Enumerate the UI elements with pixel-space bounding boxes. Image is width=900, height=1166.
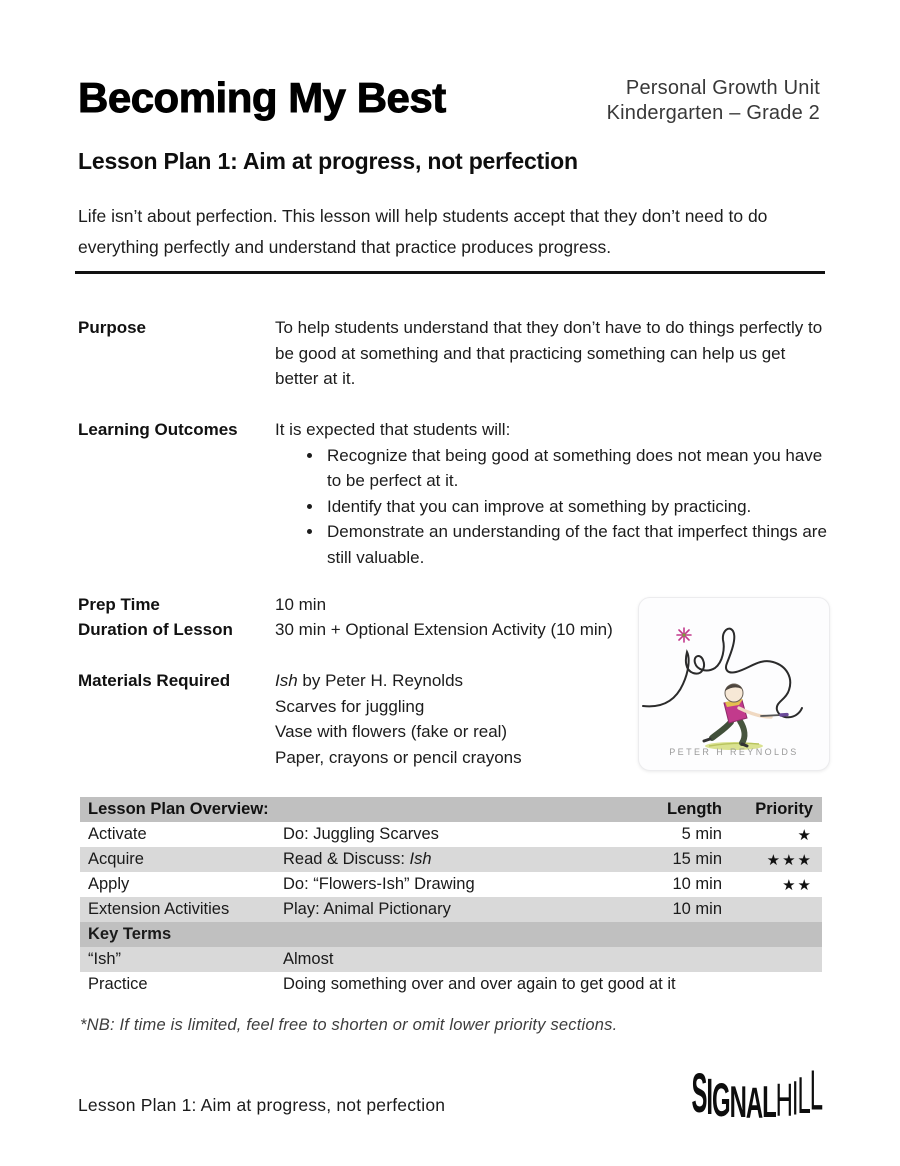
activity-cell: Play: Animal Pictionary: [283, 900, 451, 918]
purpose-label: Purpose: [78, 318, 147, 337]
outcome-item: • Identify that you can improve at something by practicing.: [324, 494, 838, 520]
logo-letter: L: [762, 1076, 776, 1127]
materials-item: Vase with flowers (fake or real): [275, 722, 508, 741]
unit-name: Personal Growth Unit: [625, 77, 820, 99]
phase-cell: Extension Activities: [88, 900, 230, 918]
key-terms-label: Key Terms: [88, 925, 172, 943]
activity-cell: [275, 850, 602, 869]
outcome-item: • Demonstrate an understanding of the fact that imperfect things are still valuable.: [324, 519, 838, 570]
book-author: PETER H REYNOLDS: [669, 747, 799, 757]
duration-label: Duration of Lesson: [78, 620, 233, 639]
outcomes-content: [275, 417, 838, 570]
table-header-priority: Priority: [755, 800, 813, 818]
phase-cell: Acquire: [88, 850, 144, 868]
lesson-intro: Life isn’t about perfection. This lesson will help students accept that they don’t need to do everything perfectly and understand that practice produces progress.: [78, 206, 768, 257]
key-term-row-ish: [80, 947, 822, 972]
prep-time-value: 10 min: [275, 595, 327, 614]
unit-info: [607, 76, 820, 126]
length-cell: 10 min: [672, 875, 722, 893]
ish-script-line: [643, 629, 802, 718]
activity-prefix: Read & Discuss:: [283, 850, 410, 868]
logo-letter: N: [729, 1076, 746, 1127]
definition-cell: Doing something over and over again to get good at it: [283, 975, 676, 993]
duration-value: 30 min + Optional Extension Activity (10 min): [275, 620, 613, 639]
outcomes-label: Learning Outcomes: [78, 420, 238, 439]
table-header-title: Lesson Plan Overview:: [88, 800, 269, 818]
priority-stars: ★★: [782, 875, 813, 894]
phase-cell: Apply: [88, 875, 130, 893]
materials-section: [78, 668, 638, 770]
activity-cell: Do: Juggling Scarves: [283, 825, 439, 843]
table-row-extension: [80, 897, 822, 922]
term-cell: Practice: [88, 975, 148, 993]
grade-range: Kindergarten – Grade 2: [606, 102, 820, 124]
document-title: Becoming My Best: [78, 74, 446, 121]
term-cell: “Ish”: [88, 950, 121, 968]
table-row-activate: [80, 822, 822, 847]
logo-letter: L: [797, 1065, 810, 1125]
phase-cell: Activate: [88, 825, 147, 843]
logo-letter: I: [791, 1070, 798, 1126]
priority-stars: ★: [797, 825, 813, 844]
outcomes-section: [78, 417, 838, 570]
outcomes-intro: It is expected that students will:: [275, 420, 511, 439]
table-header-row: [80, 797, 822, 822]
logo-letter: S: [691, 1061, 707, 1125]
length-cell: 15 min: [672, 850, 722, 868]
table-header-length: Length: [667, 800, 722, 818]
activity-book-title: Ish: [409, 850, 432, 868]
running-child-figure: [704, 684, 787, 750]
divider-rule: [75, 271, 825, 274]
logo-letter: A: [745, 1077, 763, 1127]
table-row-acquire: [80, 847, 822, 872]
footer-page-label: Lesson Plan 1: Aim at progress, not perfection: [78, 1095, 446, 1115]
priority-stars: ★★★: [766, 850, 813, 869]
duration-row: [78, 617, 638, 643]
materials-item: Scarves for juggling: [275, 696, 425, 716]
lesson-heading: Lesson Plan 1: Aim at progress, not perfection: [78, 148, 578, 174]
logo-letter: G: [711, 1072, 730, 1127]
book-cover-ish: [638, 597, 830, 771]
key-terms-header-row: [80, 922, 822, 947]
prep-time-row: [78, 592, 638, 618]
materials-list: [275, 668, 638, 770]
activity-cell: Do: “Flowers-Ish” Drawing: [283, 875, 475, 893]
materials-item: Paper, crayons or pencil crayons: [275, 747, 522, 767]
flower-dot-icon: [677, 628, 691, 642]
materials-book-line: [275, 668, 638, 694]
materials-book-rest: by Peter H. Reynolds: [297, 671, 464, 690]
book-cover-illustration: [639, 598, 827, 768]
definition-cell: Almost: [283, 950, 334, 968]
table-row-apply: [80, 872, 822, 897]
purpose-section: [78, 315, 824, 392]
length-cell: 5 min: [681, 825, 722, 843]
purpose-text: To help students understand that they don’t have to do things perfectly to be good at something and that practicing something can help us get better at it.: [275, 318, 823, 388]
logo-letter: I: [706, 1067, 712, 1126]
outcomes-list: [275, 443, 838, 571]
logo-letter: H: [775, 1074, 792, 1126]
logo-letter: L: [809, 1058, 822, 1122]
signal-hill-logo: [691, 1058, 822, 1127]
prep-time-label: Prep Time: [78, 595, 160, 614]
nb-note: *NB: If time is limited, feel free to shorten or omit lower priority sections.: [80, 1016, 618, 1034]
lesson-plan-overview-table: [80, 797, 822, 997]
materials-book-title: Ish: [275, 671, 298, 690]
length-cell: 10 min: [672, 900, 722, 918]
key-term-row-practice: [80, 972, 822, 997]
materials-label: Materials Required: [78, 671, 231, 690]
outcome-item: • Recognize that being good at something does not mean you have to be perfect at it.: [324, 443, 838, 494]
